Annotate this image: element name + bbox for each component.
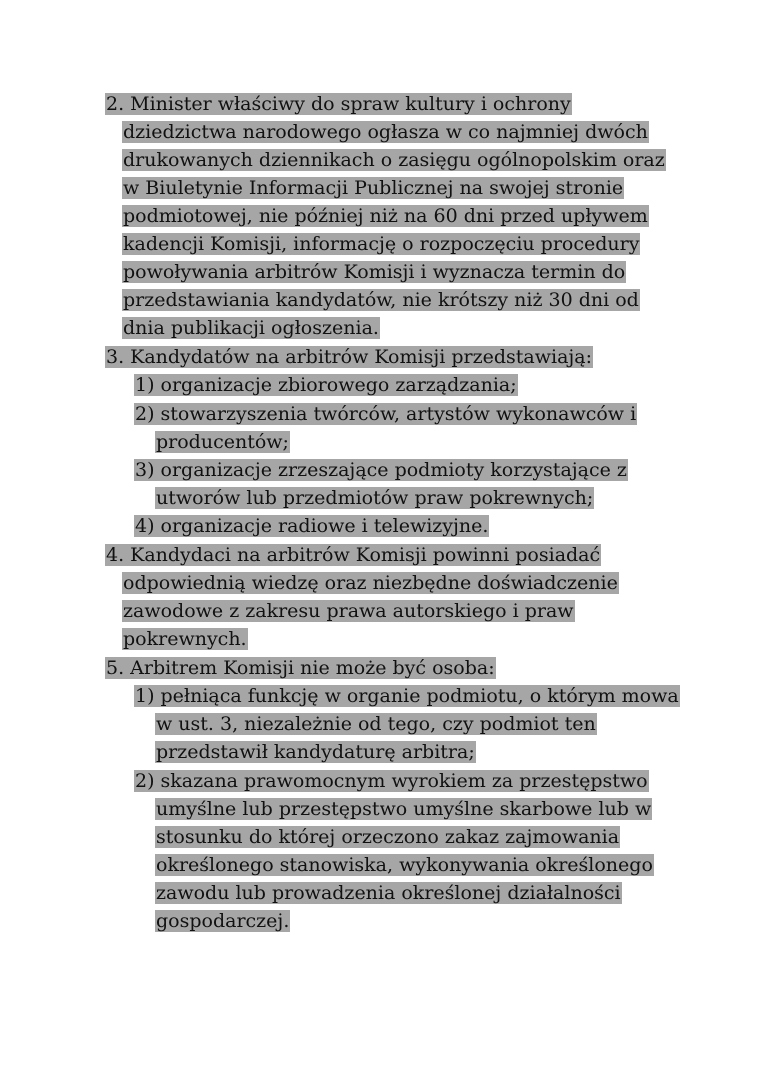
section-text: kadencji Komisji, informację o rozpoczęciu procedury [123,233,640,255]
list-item-text: stowarzyszenia twórców, artystów wykonawców i [160,403,637,425]
list-item-line [155,852,654,878]
list-item-text: umyślne lub przestępstwo umyślne skarbowe lub w [156,798,652,820]
list-item-number: 2) [135,403,155,425]
section-line [105,542,601,568]
section-text: Arbitrem Komisji nie może być osoba: [130,657,495,679]
section-line [105,655,496,681]
section-text: pokrewnych. [123,628,247,650]
list-item-text: organizacje zbiorowego zarządzania; [160,374,517,396]
list-item-line [134,768,649,794]
section-line [122,119,649,145]
list-item-line [155,485,594,511]
section-text: powoływania arbitrów Komisji i wyznacza termin do [123,261,626,283]
section-line [122,203,649,229]
section-line [122,259,626,285]
section-text: dnia publikacji ogłoszenia. [123,317,379,339]
list-item-line [155,739,476,765]
section-line [122,231,640,257]
list-item-number: 1) [135,685,155,707]
list-item-text: pełniąca funkcję w organie podmiotu, o którym mowa [160,685,679,707]
section-number: 4. [106,544,125,566]
list-item-text: organizacje radiowe i telewizyjne. [160,515,489,537]
section-line [122,287,640,313]
list-item-line [155,908,290,934]
list-item-text: organizacje zrzeszające podmioty korzystające z [160,459,627,481]
list-item-line [134,457,628,483]
section-line [122,315,380,341]
section-text: odpowiednią wiedzę oraz niezbędne doświadczenie [123,572,618,594]
section-text: Kandydatów na arbitrów Komisji przedstawiają: [130,346,593,368]
list-item-text: utworów lub przedmiotów praw pokrewnych; [156,487,594,509]
section-number: 5. [106,657,125,679]
section-text: Kandydaci na arbitrów Komisji powinni posiadać [130,544,601,566]
section-number: 3. [106,346,125,368]
list-item-line [134,401,637,427]
list-item-number: 2) [135,770,155,792]
section-text: przedstawiania kandydatów, nie krótszy niż 30 dni od [123,289,639,311]
list-item-text: skazana prawomocnym wyrokiem za przestępstwo [160,770,648,792]
section-line [105,91,572,117]
list-item-line [155,880,622,906]
list-item-line [155,711,597,737]
section-line [122,147,666,173]
list-item-number: 3) [135,459,155,481]
list-item-line [155,796,652,822]
section-line [122,175,624,201]
list-item-number: 4) [135,515,155,537]
list-item-text: przedstawił kandydaturę arbitra; [156,741,475,763]
section-text: w Biuletynie Informacji Publicznej na swojej stronie [123,177,624,199]
list-item-line [134,683,680,709]
list-item-line [155,429,290,455]
section-text: podmiotowej, nie później niż na 60 dni przed upływem [123,205,648,227]
list-item-line [134,372,518,398]
list-item-text: zawodu lub prowadzenia określonej działalności [156,882,621,904]
section-line [122,598,575,624]
list-item-text: stosunku do której orzeczono zakaz zajmowania [156,826,620,848]
section-text: drukowanych dziennikach o zasięgu ogólnopolskim oraz [123,149,665,171]
list-item-text: producentów; [156,431,289,453]
list-item-line [155,824,620,850]
list-item-text: określonego stanowiska, wykonywania określonego [156,854,653,876]
section-line [122,570,619,596]
section-text: zawodowe z zakresu prawa autorskiego i praw [123,600,574,622]
list-item-line [134,513,489,539]
list-item-text: w ust. 3, niezależnie od tego, czy podmiot ten [156,713,596,735]
section-text: Minister właściwy do spraw kultury i ochrony [130,93,571,115]
section-number: 2. [106,93,125,115]
list-item-text: gospodarczej. [156,910,290,932]
section-line [105,344,593,370]
section-text: dziedzictwa narodowego ogłasza w co najmniej dwóch [123,121,648,143]
section-line [122,626,248,652]
list-item-number: 1) [135,374,155,396]
